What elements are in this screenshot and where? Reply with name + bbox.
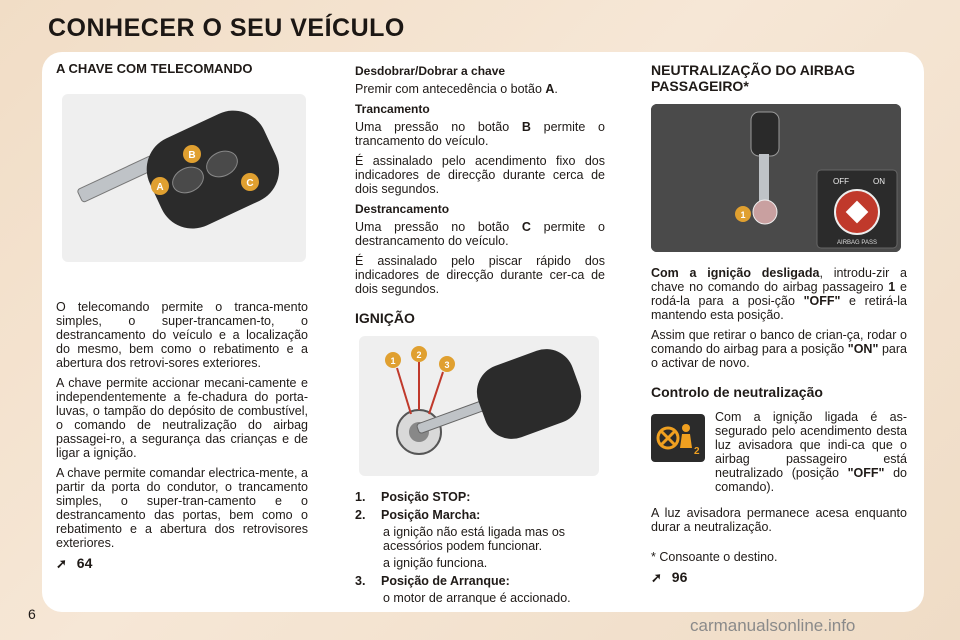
watermark: carmanualsonline.info bbox=[690, 616, 856, 635]
heading-unlocking: Destrancamento bbox=[355, 202, 450, 216]
paragraph-locking-2: É assinalado pelo acendimento fixo dos indicadores de direcção durante cerca de dois segundos. bbox=[355, 154, 605, 196]
ignition-label-3: 3 bbox=[444, 360, 450, 370]
paragraph-warning-light: Com a ignição ligada é as-segurado pelo acendimento desta luz avisadora que indi-ca que o airbag passageiro está neutralizado (posição "OFF" do comando). bbox=[715, 410, 907, 494]
paragraph-fold-key: Premir com antecedência o botão A. bbox=[355, 82, 558, 96]
double-arrow-icon: ➚ bbox=[651, 570, 662, 585]
ignition-label-2: 2 bbox=[416, 350, 422, 360]
page-number: 6 bbox=[28, 606, 36, 622]
off-label: OFF bbox=[833, 177, 849, 186]
paragraph-remote-2: A chave permite accionar mecani-camente e independentemente a fe-chadura do porta-luvas, o tampão do depósito de combustível, o comando de neutralização do airbag passagei-ro, a segurança das crianças e de ligar a ignição. bbox=[56, 376, 308, 460]
heading-fold-key: Desdobrar/Dobrar a chave bbox=[355, 64, 506, 78]
paragraph-warning-persists: A luz avisadora permanece acesa enquanto durar a neutralização. bbox=[651, 506, 907, 534]
double-arrow-icon: ➚ bbox=[56, 556, 67, 571]
page-title: CONHECER O SEU VEÍCULO bbox=[48, 14, 405, 42]
page-reference-number: 64 bbox=[76, 555, 93, 571]
ignition-key-icon bbox=[359, 336, 599, 476]
remote-key-icon bbox=[62, 94, 306, 262]
page-reference-link[interactable] bbox=[56, 556, 308, 571]
airbag-switch-icon bbox=[651, 104, 901, 252]
airbag-switch-photo bbox=[651, 104, 901, 252]
heading-ignition: IGNIÇÃO bbox=[355, 310, 415, 326]
airbag-plate-label: AIRBAG PASS bbox=[837, 240, 877, 246]
paragraph-airbag-2: Assim que retirar o banco de crian-ça, rodar o comando do airbag para a posição "ON" para o activar de novo. bbox=[651, 328, 907, 370]
list-item: 1. Posição STOP: bbox=[355, 490, 471, 504]
key-label-a: A bbox=[156, 182, 164, 193]
page-reference-link[interactable] bbox=[651, 570, 907, 585]
key-label-b: B bbox=[188, 150, 196, 161]
column-remote-key bbox=[56, 62, 308, 571]
ignition-label-1: 1 bbox=[390, 356, 396, 366]
key-label-c: C bbox=[246, 178, 254, 189]
column-airbag bbox=[651, 62, 907, 585]
paragraph-unlocking-1: Uma pressão no botão C permite o destrancamento do veículo. bbox=[355, 220, 605, 248]
warning-light-block bbox=[651, 410, 907, 500]
key-illustration bbox=[62, 94, 306, 262]
heading-airbag-neutralization: NEUTRALIZAÇÃO DO AIRBAG PASSAGEIRO* bbox=[651, 62, 856, 94]
paragraph-remote-1: O telecomando permite o tranca-mento simples, o super-trancamen-to, o destrancamento do veículo e a localização do mesmo, bem como o rebatimento e a abertura dos retrovi-sores exteriores. bbox=[56, 300, 308, 370]
list-item: 2. Posição Marcha: a ignição não está ligada mas os acessórios podem funcionar. a ignição funciona. bbox=[355, 508, 566, 570]
heading-remote-key: A CHAVE COM TELECOMANDO bbox=[56, 61, 253, 76]
column-key-operations bbox=[355, 62, 605, 609]
airbag-marker-1: 1 bbox=[740, 210, 746, 220]
footnote: * Consoante o destino. bbox=[651, 550, 778, 564]
airbag-warning-light-icon bbox=[651, 414, 705, 462]
paragraph-locking-1: Uma pressão no botão B permite o trancamento do veículo. bbox=[355, 120, 605, 148]
svg-text:2: 2 bbox=[694, 446, 700, 457]
on-label: ON bbox=[873, 177, 885, 186]
page-reference-number: 96 bbox=[671, 569, 688, 585]
ignition-illustration bbox=[359, 336, 599, 476]
paragraph-remote-3: A chave permite comandar electrica-mente, a partir da porta do condutor, o trancamento simples, o super-tran-camento e o destrancamento das portas, bem como o rebatimento e a abertura dos retrovisores exteriores. bbox=[56, 466, 308, 550]
ignition-positions-list bbox=[355, 490, 605, 605]
paragraph-unlocking-2: É assinalado pelo piscar rápido dos indicadores de direcção durante cer-ca de dois segundos. bbox=[355, 254, 605, 296]
heading-locking: Trancamento bbox=[355, 102, 430, 116]
paragraph-airbag-1: Com a ignição desligada, introdu-zir a chave no comando do airbag passageiro 1 e rodá-la para a posi-ção "OFF" e retirá-la mantendo esta posição. bbox=[651, 266, 907, 322]
heading-neutralization-control: Controlo de neutralização bbox=[651, 384, 823, 400]
list-item: 3. Posição de Arranque: o motor de arranque é accionado. bbox=[355, 574, 571, 605]
